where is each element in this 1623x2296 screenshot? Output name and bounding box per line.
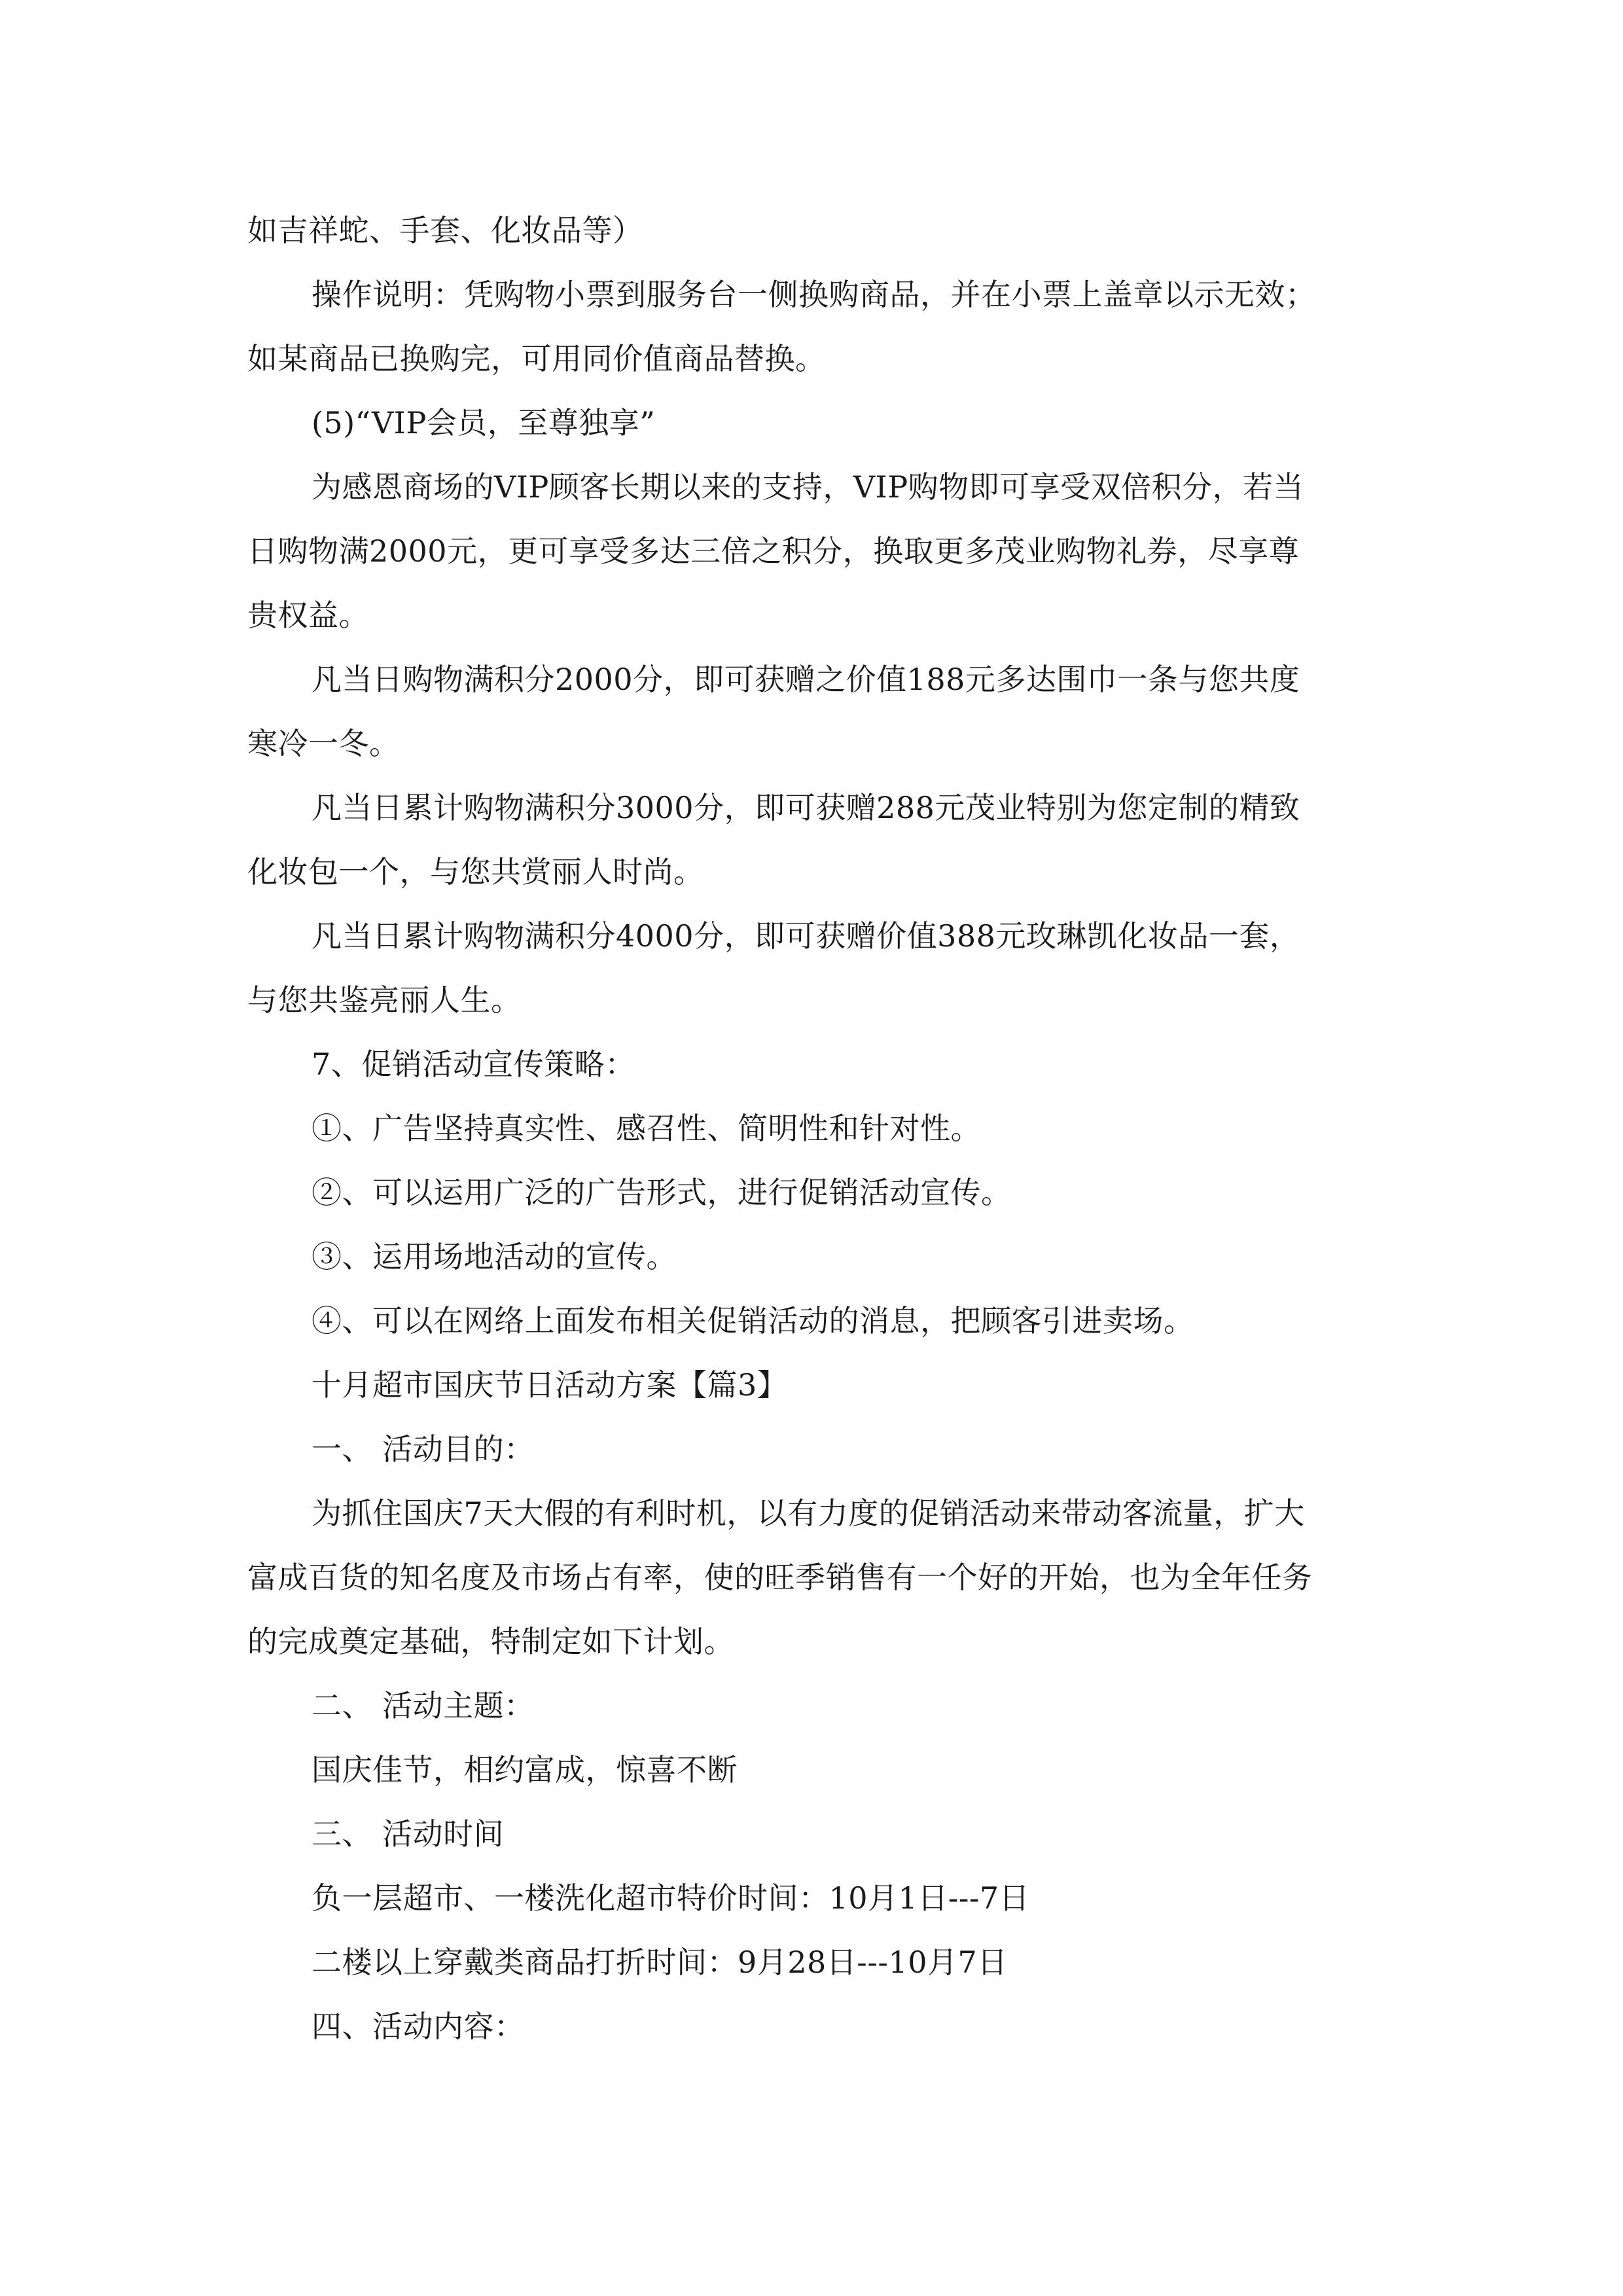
text-line: 凡当日累计购物满积分4000分，即可获赠价值388元玫琳凯化妆品一套， <box>312 918 1300 954</box>
text-line: 操作说明：凭购物小票到服务台一侧换购商品，并在小票上盖章以示无效； <box>312 277 1316 312</box>
section-heading: (5)“VIP会员，至尊独享” <box>312 405 656 440</box>
text-line: 为感恩商场的VIP顾客长期以来的支持，VIP购物即可享受双倍积分，若当 <box>312 469 1304 505</box>
text-line: 富成百货的知名度及市场占有率，使的旺季销售有一个好的开始，也为全年任务 <box>247 1560 1313 1595</box>
text-line: 与您共鉴亮丽人生。 <box>247 982 522 1018</box>
text-line: 如某商品已换购完，可用同价值商品替换。 <box>247 341 826 376</box>
text-line: 贵权益。 <box>247 598 369 633</box>
text-line: 负一层超市、一楼洗化超市特价时间：10月1日---7日 <box>312 1880 1030 1916</box>
section-heading: 一、 活动目的： <box>312 1431 535 1467</box>
list-item: ①、广告坚持真实性、感召性、简明性和针对性。 <box>312 1111 981 1146</box>
text-line: 凡当日累计购物满积分3000分，即可获赠288元茂业特别为您定制的精致 <box>312 790 1300 825</box>
list-item: ③、运用场地活动的宣传。 <box>312 1239 677 1274</box>
text-line: 二楼以上穿戴类商品打折时间：9月28日---10月7日 <box>312 1945 1008 1980</box>
section-heading: 三、 活动时间 <box>312 1816 505 1852</box>
text-line: 的完成奠定基础，特制定如下计划。 <box>247 1624 734 1659</box>
list-item: ④、可以在网络上面发布相关促销活动的消息，把顾客引进卖场。 <box>312 1303 1194 1338</box>
list-item: ②、可以运用广泛的广告形式，进行促销活动宣传。 <box>312 1175 1012 1210</box>
document-body <box>247 198 1380 2058</box>
section-heading: 7、促销活动宣传策略： <box>312 1047 635 1082</box>
text-line: 为抓住国庆7天大假的有利时机，以有力度的促销活动来带动客流量，扩大 <box>312 1496 1305 1531</box>
section-title: 十月超市国庆节日活动方案【篇3】 <box>312 1367 788 1403</box>
text-line: 如吉祥蛇、手套、化妆品等） <box>247 213 643 248</box>
text-line: 国庆佳节，相约富成，惊喜不断 <box>312 1752 738 1787</box>
text-line: 日购物满2000元，更可享受多达三倍之积分，换取更多茂业购物礼券，尽享尊 <box>247 533 1300 569</box>
text-line: 寒冷一冬。 <box>247 726 400 761</box>
section-heading: 四、活动内容： <box>312 2009 525 2044</box>
section-heading: 二、 活动主题： <box>312 1688 535 1723</box>
text-line: 凡当日购物满积分2000分，即可获赠之价值188元多达围巾一条与您共度 <box>312 662 1300 697</box>
text-line: 化妆包一个，与您共赏丽人时尚。 <box>247 854 704 889</box>
